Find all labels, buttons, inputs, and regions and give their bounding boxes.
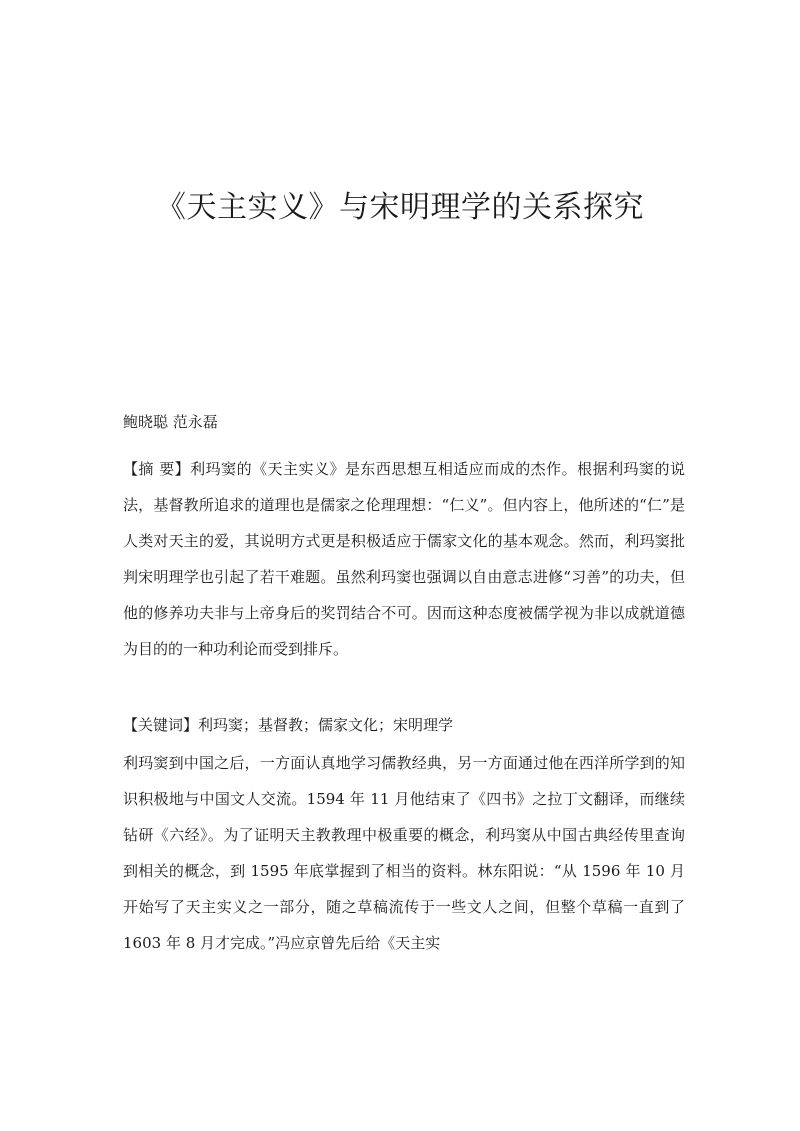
- paper-title: 《天主实义》与宋明理学的关系探究: [156, 190, 644, 225]
- keywords-text: 利玛窦；基督教；儒家文化；宋明理学: [198, 716, 454, 734]
- keywords: [123, 707, 685, 743]
- abstract-text: 利玛窦的《天主实义》是东西思想互相适应而成的杰作。根据利玛窦的说法，基督教所追求的道理也是儒家之伦理理想：“仁义”。但内容上，他所述的“仁”是人类对天主的爱，其说明方式更是积极适应于儒家文化的基本观念。然而，利玛窦批判宋明理学也引起了若干难题。虽然利玛窦也强调以自由意志进修“习善”的功夫，但他的修养功夫非与上帝身后的奖罚结合不可。因而这种态度被儒学视为非以成就道德为目的的一种功利论而受到排斥。: [123, 460, 685, 658]
- body-paragraph: 利玛窦到中国之后，一方面认真地学习儒教经典，另一方面通过他在西洋所学到的知识积极地与中国文人交流。1594 年 11 月他结束了《四书》之拉丁文翻译，而继续钻研《六经》。为了证明天主教教理中极重要的概念，利玛窦从中国古典经传里查询到相关的概念，到 1595 年底掌握到了相当的资料。林东阳说：“从 1596 年 10 月开始写了天主实义之一部分，随之草稿流传于一些文人之间，但整个草稿一直到了 1603 年 8 月才完成。”冯应京曾先后给《天主实: [123, 754, 685, 952]
- keywords-label: 【关键词】: [123, 716, 199, 734]
- abstract: [123, 451, 685, 667]
- authors: 鲍晓聪 范永磊: [123, 413, 218, 431]
- abstract-label: 【摘 要】: [123, 460, 191, 478]
